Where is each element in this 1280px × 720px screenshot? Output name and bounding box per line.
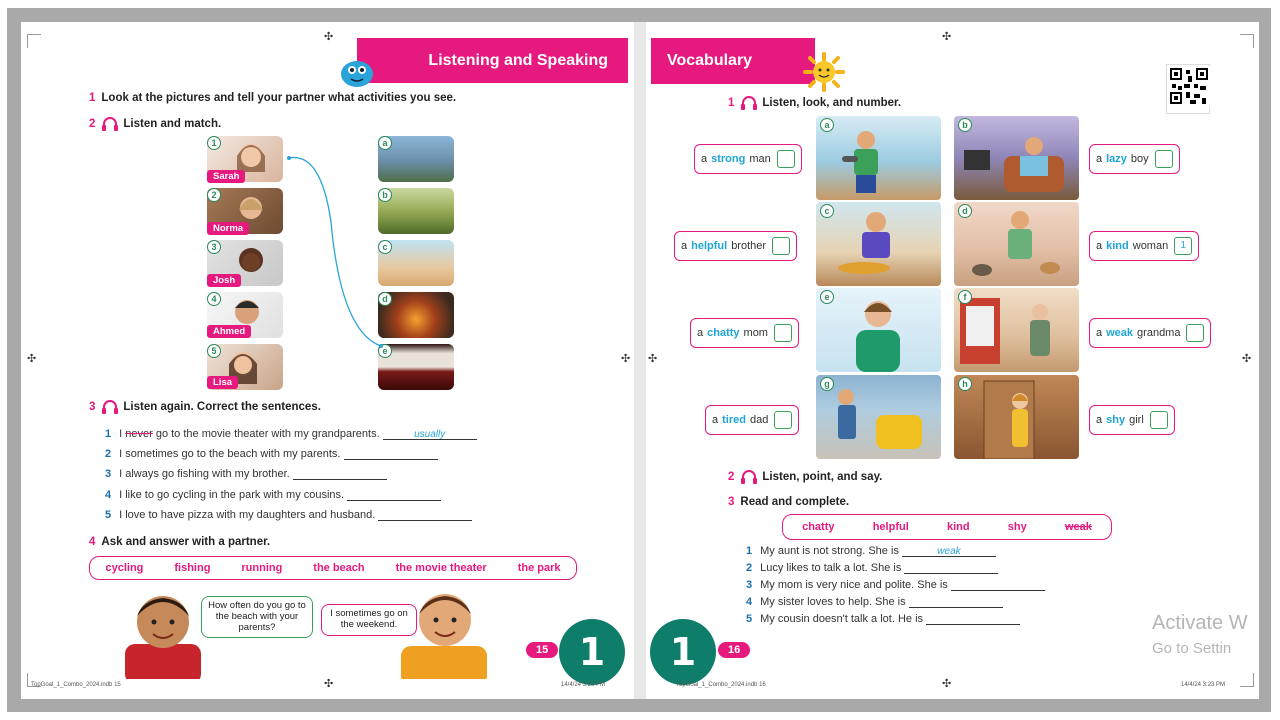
crop-cross: ✣ <box>942 677 952 690</box>
place-letter: d <box>378 292 392 306</box>
crop-mark <box>27 34 41 48</box>
word-chip: the park <box>517 562 561 574</box>
word-chip: helpful <box>872 521 909 533</box>
person-number: 5 <box>207 344 221 358</box>
section-number: 3 <box>89 401 96 413</box>
picture-letter: h <box>958 377 972 391</box>
match-line <box>281 152 391 352</box>
section-number: 1 <box>89 92 96 104</box>
print-footer: TopGoal_1_Combo_2024.indb 15 <box>31 682 121 688</box>
crop-cross: ✣ <box>324 677 334 690</box>
print-footer-time: 14/4/24 3:23 PM <box>561 682 606 688</box>
print-footer-time: 14/4/24 3:23 PM <box>1181 682 1226 688</box>
picture-letter: d <box>958 204 972 218</box>
number-box[interactable] <box>772 237 790 255</box>
handwritten-answer: weak <box>937 546 961 557</box>
vocab-label-weak <box>1089 318 1211 348</box>
sentence-text: I like to go cycling in the park with my cousins. <box>119 489 345 501</box>
instruction-2 <box>89 117 221 131</box>
handwritten-answer: usually <box>414 429 446 440</box>
noun: girl <box>1129 414 1144 426</box>
qr-code[interactable] <box>1166 64 1210 114</box>
book-spread <box>21 22 1259 699</box>
boy-illustration-1 <box>113 584 213 679</box>
crop-cross: ✣ <box>27 352 37 365</box>
instruction-4 <box>89 536 270 548</box>
name-tag: Lisa <box>207 376 238 389</box>
complete-sentence-4 <box>746 596 1003 608</box>
word-chip: the beach <box>313 562 365 574</box>
instruction-text: Look at the pictures and tell your partner what activities you see. <box>101 92 457 104</box>
adjective: tired <box>722 414 746 426</box>
answer-blank[interactable] <box>378 509 472 521</box>
adjective: chatty <box>707 327 740 339</box>
noun: man <box>749 153 771 165</box>
correct-sentence-4 <box>105 489 441 501</box>
vocab-label-helpful <box>674 231 797 261</box>
name-tag: Sarah <box>207 170 245 183</box>
instruction-1 <box>89 92 456 104</box>
sentence-text: My mom is very nice and polite. She is <box>760 579 948 591</box>
adjective: kind <box>1106 240 1129 252</box>
adjective: strong <box>711 153 746 165</box>
answer-blank[interactable] <box>926 613 1020 625</box>
section-number: 2 <box>728 471 735 483</box>
article: a <box>1096 327 1103 339</box>
number-box[interactable] <box>777 150 795 168</box>
sentence-number: 5 <box>746 613 753 625</box>
complete-sentence-2 <box>746 562 998 574</box>
boy-illustration-2 <box>387 584 497 679</box>
picture-strong-man <box>816 116 941 200</box>
sentence-number: 4 <box>105 489 112 501</box>
picture-chatty-mom <box>816 288 941 372</box>
section-number: 3 <box>728 496 735 508</box>
place-letter: c <box>378 240 392 254</box>
sentence-text: I sometimes go to the beach with my parents. <box>119 448 341 460</box>
complete-sentence-1 <box>746 545 996 557</box>
audio-icon[interactable] <box>101 117 119 131</box>
vocab-label-chatty <box>690 318 799 348</box>
sentence-text: My sister loves to help. She is <box>760 596 906 608</box>
noun: grandma <box>1137 327 1181 339</box>
unit-badge: 1 <box>650 619 716 685</box>
number-box[interactable]: 1 <box>1174 237 1192 255</box>
picture-letter: c <box>820 204 834 218</box>
picture-tired-dad <box>816 375 941 459</box>
sentence-text: go to the movie theater with my grandparents. <box>152 428 380 440</box>
adjective: weak <box>1106 327 1134 339</box>
name-tag: Josh <box>207 274 241 287</box>
sentence-number: 2 <box>105 448 112 460</box>
person-number: 3 <box>207 240 221 254</box>
word-box <box>782 514 1112 540</box>
picture-shy-girl <box>954 375 1079 459</box>
crop-cross: ✣ <box>621 352 631 365</box>
article: a <box>1096 240 1103 252</box>
adjective: lazy <box>1106 153 1127 165</box>
article: a <box>701 153 708 165</box>
instruction-text: Listen and match. <box>123 118 222 130</box>
word-chip: kind <box>946 521 970 533</box>
speech-bubble-question: How often do you go to the beach with your parents? <box>201 596 313 638</box>
sentence-number: 5 <box>105 509 112 521</box>
picture-kind-woman <box>954 202 1079 286</box>
complete-sentence-3 <box>746 579 1045 591</box>
sentence-number: 3 <box>746 579 753 591</box>
banner-title: Listening and Speaking <box>428 51 608 69</box>
picture-lazy-boy <box>954 116 1079 200</box>
crop-mark <box>1240 34 1254 48</box>
sentence-number: 3 <box>105 468 112 480</box>
place-letter: e <box>378 344 392 358</box>
instruction-text: Read and complete. <box>740 496 850 508</box>
place-letter: b <box>378 188 392 202</box>
picture-weak-grandma <box>954 288 1079 372</box>
instruction-3 <box>89 400 321 414</box>
name-tag: Ahmed <box>207 325 251 338</box>
section-number: 1 <box>728 97 735 109</box>
sentence-text: I always go fishing with my brother. <box>119 468 290 480</box>
speech-bubble-answer: I sometimes go on the weekend. <box>321 604 417 636</box>
page-number: 16 <box>718 642 750 658</box>
noun: dad <box>749 414 769 426</box>
noun: mom <box>743 327 768 339</box>
number-box[interactable] <box>1155 150 1173 168</box>
activation-watermark: Activate W <box>1152 612 1248 634</box>
sun-icon <box>801 52 847 92</box>
struck-word: never <box>125 428 153 440</box>
book-gutter <box>634 22 646 699</box>
word-chip: running <box>241 562 283 574</box>
audio-icon[interactable] <box>740 470 758 484</box>
correct-sentence-1 <box>105 428 477 440</box>
word-chip: the movie theater <box>395 562 487 574</box>
picture-letter: g <box>820 377 834 391</box>
correct-sentence-5 <box>105 509 472 521</box>
crop-cross: ✣ <box>324 30 334 43</box>
noun: woman <box>1132 240 1169 252</box>
page-16 <box>646 22 1259 699</box>
section-banner <box>357 38 628 83</box>
answer-blank[interactable] <box>904 562 998 574</box>
answer-blank[interactable] <box>902 545 996 557</box>
crop-cross: ✣ <box>648 352 658 365</box>
answer-blank[interactable] <box>909 596 1003 608</box>
article: a <box>712 414 719 426</box>
page-15 <box>21 22 634 699</box>
section-banner <box>651 38 815 84</box>
instruction-1 <box>728 96 901 110</box>
instruction-text: Ask and answer with a partner. <box>101 536 271 548</box>
picture-letter: a <box>820 118 834 132</box>
instruction-2 <box>728 470 882 484</box>
banner-title: Vocabulary <box>667 52 753 69</box>
answer-blank[interactable] <box>383 428 477 440</box>
place-letter: a <box>378 136 392 150</box>
word-chip-used: weak <box>1064 521 1092 533</box>
number-box[interactable] <box>1150 411 1168 429</box>
print-footer: TopGoal_1_Combo_2024.indb 16 <box>676 682 766 688</box>
crop-cross: ✣ <box>942 30 952 43</box>
complete-sentence-5 <box>746 613 1020 625</box>
audio-icon[interactable] <box>740 96 758 110</box>
instruction-text: Listen, point, and say. <box>762 471 883 483</box>
answer-blank[interactable] <box>951 579 1045 591</box>
number-box[interactable] <box>774 324 792 342</box>
answer-blank[interactable] <box>347 489 441 501</box>
sentence-text: I love to have pizza with my daughters and husband. <box>119 509 376 521</box>
word-chip: shy <box>1007 521 1027 533</box>
unit-badge: 1 <box>559 619 625 685</box>
picture-letter: f <box>958 290 972 304</box>
sentence-text: Lucy likes to talk a lot. She is <box>760 562 902 574</box>
article: a <box>697 327 704 339</box>
instruction-text: Listen, look, and number. <box>762 97 902 109</box>
answer-blank[interactable] <box>344 448 438 460</box>
word-box <box>89 556 577 580</box>
sentence-text: My cousin doesn't talk a lot. He is <box>760 613 924 625</box>
vocab-label-tired <box>705 405 799 435</box>
sentence-number: 1 <box>746 545 753 557</box>
article: a <box>681 240 688 252</box>
vocab-label-lazy <box>1089 144 1180 174</box>
vocab-label-strong <box>694 144 802 174</box>
page-number: 15 <box>526 642 558 658</box>
audio-icon[interactable] <box>101 400 119 414</box>
article: a <box>1096 414 1103 426</box>
instruction-text: Listen again. Correct the sentences. <box>123 401 321 413</box>
crop-cross: ✣ <box>1242 352 1252 365</box>
person-number: 4 <box>207 292 221 306</box>
person-number: 2 <box>207 188 221 202</box>
picture-letter: b <box>958 118 972 132</box>
instruction-3 <box>728 496 849 508</box>
word-chip: chatty <box>802 521 835 533</box>
number-box[interactable] <box>774 411 792 429</box>
word-chip: cycling <box>105 562 144 574</box>
person-number: 1 <box>207 136 221 150</box>
section-number: 2 <box>89 118 96 130</box>
vocab-label-shy <box>1089 405 1175 435</box>
word-chip: fishing <box>174 562 211 574</box>
correct-sentence-2 <box>105 448 438 460</box>
adjective: helpful <box>691 240 728 252</box>
sentence-text: I <box>119 428 126 440</box>
answer-blank[interactable] <box>293 468 387 480</box>
mascot-icon <box>339 56 375 88</box>
sentence-number: 2 <box>746 562 753 574</box>
vocab-label-kind <box>1089 231 1199 261</box>
activation-watermark-sub: Go to Settin <box>1152 640 1232 657</box>
article: a <box>1096 153 1103 165</box>
picture-letter: e <box>820 290 834 304</box>
sentence-text: My aunt is not strong. She is <box>760 545 899 557</box>
noun: boy <box>1130 153 1149 165</box>
number-box[interactable] <box>1186 324 1204 342</box>
section-number: 4 <box>89 536 96 548</box>
correct-sentence-3 <box>105 468 387 480</box>
adjective: shy <box>1106 414 1126 426</box>
crop-mark <box>1240 673 1254 687</box>
name-tag: Norma <box>207 222 249 235</box>
sentence-number: 4 <box>746 596 753 608</box>
noun: brother <box>731 240 767 252</box>
sentence-number: 1 <box>105 428 112 440</box>
picture-helpful-brother <box>816 202 941 286</box>
